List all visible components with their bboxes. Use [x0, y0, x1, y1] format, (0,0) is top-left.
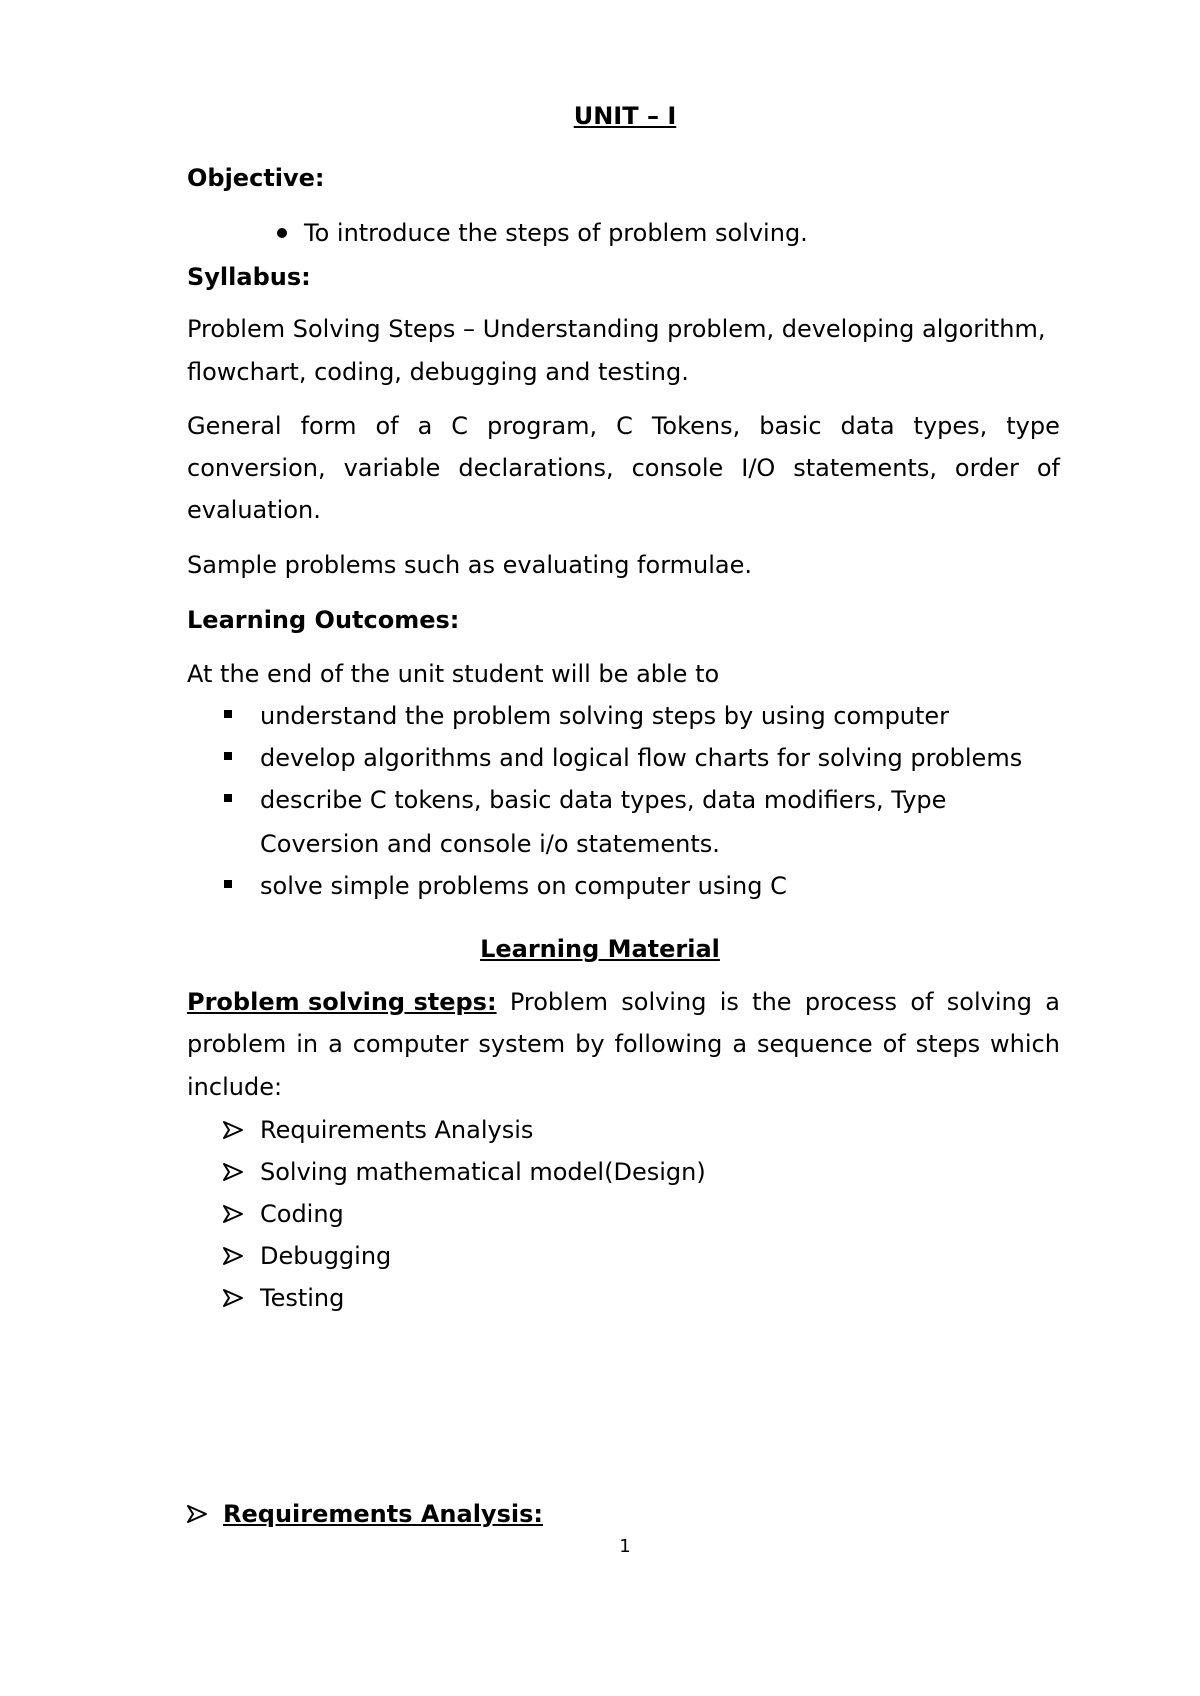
word: process: [804, 988, 898, 1016]
word: sequence: [757, 1030, 873, 1058]
word: types,: [913, 412, 988, 440]
step-item: Debugging: [260, 1242, 392, 1270]
square-bullet-icon: [224, 880, 232, 888]
problem-solving-line1: [187, 990, 1060, 1014]
step-item: Testing: [260, 1284, 345, 1312]
word: C: [451, 412, 469, 440]
outcome-item: solve simple problems on computer using C: [260, 872, 787, 900]
word: I/O: [741, 454, 776, 482]
syllabus-para2-line1: [187, 414, 1060, 438]
word: data: [840, 412, 895, 440]
arrow-bullet-icon: [222, 1119, 244, 1141]
square-bullet-icon: [224, 710, 232, 718]
word: a: [1045, 988, 1060, 1016]
word: a: [328, 1030, 343, 1058]
word: of: [1036, 454, 1060, 482]
word: system: [478, 1030, 566, 1058]
word: type: [1006, 412, 1060, 440]
arrow-bullet-icon: [222, 1245, 244, 1267]
word: program,: [487, 412, 598, 440]
word: following: [614, 1030, 723, 1058]
word: of: [910, 988, 934, 1016]
word: form: [300, 412, 357, 440]
outcome-item: develop algorithms and logical flow charts for solving problems: [260, 744, 1023, 772]
outcome-item: describe C tokens, basic data types, data modifiers, Type: [260, 786, 947, 814]
word: a: [732, 1030, 748, 1058]
objective-heading: Objective:: [187, 164, 325, 192]
syllabus-para3: Sample problems such as evaluating formulae.: [187, 551, 752, 579]
word: console: [631, 454, 724, 482]
word: conversion,: [187, 454, 326, 482]
arrow-bullet-icon: [222, 1287, 244, 1309]
arrow-bullet-icon: [222, 1203, 244, 1225]
syllabus-para1-line2: flowchart, coding, debugging and testing.: [187, 358, 689, 386]
step-item: Solving mathematical model(Design): [260, 1158, 706, 1186]
word: computer: [352, 1030, 469, 1058]
syllabus-para2-line3: evaluation.: [187, 496, 321, 524]
word: C: [616, 412, 633, 440]
outcome-item: understand the problem solving steps by using computer: [260, 702, 950, 730]
arrow-bullet-icon: [186, 1503, 208, 1525]
problem-solving-line2: [187, 1032, 1060, 1056]
word: variable: [343, 454, 441, 482]
problem-solving-line3: include:: [187, 1073, 283, 1101]
word: the: [752, 988, 792, 1016]
word: solving: [946, 988, 1032, 1016]
word: in: [296, 1030, 319, 1058]
problem-solving-label: Problem solving steps:: [187, 988, 497, 1016]
bullet-dot-icon: [277, 228, 287, 238]
word: Tokens,: [651, 412, 741, 440]
word: order: [954, 454, 1019, 482]
word: statements,: [793, 454, 937, 482]
square-bullet-icon: [224, 752, 232, 760]
word: Problem: [509, 988, 608, 1016]
page-number: 1: [619, 1536, 631, 1557]
learning-outcomes-heading: Learning Outcomes:: [187, 606, 460, 634]
page-title: UNIT – I: [573, 102, 677, 130]
word: which: [990, 1030, 1060, 1058]
outcome-item-continued: Coversion and console i/o statements.: [260, 830, 720, 858]
word: declarations,: [458, 454, 614, 482]
word: General: [187, 412, 282, 440]
word: is: [719, 988, 739, 1016]
step-item: Coding: [260, 1200, 344, 1228]
word: solving: [621, 988, 707, 1016]
square-bullet-icon: [224, 794, 232, 802]
word: by: [575, 1030, 605, 1058]
syllabus-heading: Syllabus:: [187, 263, 311, 291]
word: of: [375, 412, 399, 440]
learning-material-heading: Learning Material: [480, 935, 720, 963]
word: a: [417, 412, 433, 440]
word: basic: [759, 412, 822, 440]
arrow-bullet-icon: [222, 1161, 244, 1183]
word: steps: [915, 1030, 981, 1058]
learning-outcomes-intro: At the end of the unit student will be able to: [187, 660, 720, 688]
word: of: [882, 1030, 906, 1058]
syllabus-para1-line1: Problem Solving Steps – Understanding problem, developing algorithm,: [187, 315, 1046, 343]
requirements-analysis-heading: Requirements Analysis:: [223, 1500, 543, 1528]
word: problem: [187, 1030, 287, 1058]
syllabus-para2-line2: [187, 456, 1060, 480]
step-item: Requirements Analysis: [260, 1116, 534, 1144]
objective-item: To introduce the steps of problem solving.: [304, 219, 808, 247]
